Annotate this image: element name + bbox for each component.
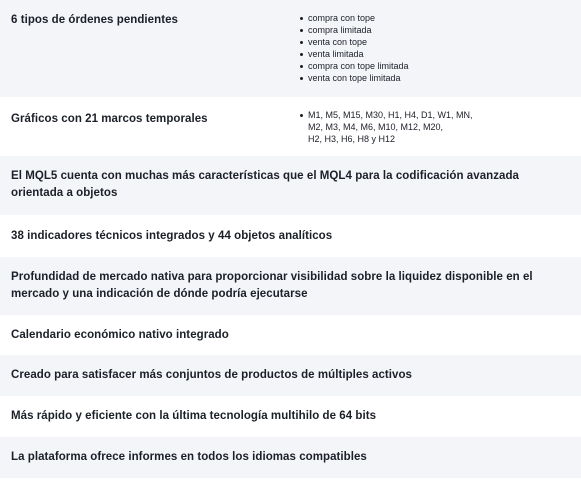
feature-row-pending-orders bbox=[0, 0, 581, 97]
timeframes-line: M2, M3, M4, M6, M10, M12, M20, bbox=[308, 122, 444, 132]
feature-row-market-depth bbox=[0, 257, 581, 315]
feature-row-economic-calendar bbox=[0, 315, 581, 355]
feature-row-multi-asset bbox=[0, 355, 581, 396]
list-item: compra con tope bbox=[299, 12, 409, 24]
timeframes-list bbox=[299, 109, 473, 145]
list-item: compra con tope limitada bbox=[299, 60, 409, 72]
feature-title: La plataforma ofrece informes en todos los idiomas compatibles bbox=[11, 451, 367, 463]
feature-row-timeframes bbox=[0, 97, 581, 156]
timeframes-line: M1, M5, M15, M30, H1, H4, D1, W1, MN, bbox=[299, 109, 473, 121]
list-item: compra limitada bbox=[299, 24, 409, 36]
feature-title: Profundidad de mercado nativa para proporcionar visibilidad sobre la liquidez disponible en el mercado y una indicación de dónde podría ejecutarse bbox=[11, 271, 533, 300]
list-item: venta limitada bbox=[299, 48, 409, 60]
list-item: venta con tope limitada bbox=[299, 72, 409, 84]
feature-title: 6 tipos de órdenes pendientes bbox=[11, 14, 178, 26]
list-item: venta con tope bbox=[299, 36, 409, 48]
feature-title: 38 indicadores técnicos integrados y 44 objetos analíticos bbox=[11, 230, 333, 242]
feature-row-64bit bbox=[0, 396, 581, 437]
feature-row-mql5 bbox=[0, 156, 581, 215]
feature-row-languages bbox=[0, 437, 581, 478]
feature-title: Creado para satisfacer más conjuntos de productos de múltiples activos bbox=[11, 369, 413, 381]
timeframes-line: H2, H3, H6, H8 y H12 bbox=[308, 134, 396, 144]
table-bottom-spacer bbox=[0, 478, 581, 500]
feature-title: Calendario económico nativo integrado bbox=[11, 329, 229, 341]
feature-title: Gráficos con 21 marcos temporales bbox=[11, 113, 208, 125]
feature-row-indicators bbox=[0, 215, 581, 257]
order-types-list bbox=[299, 12, 409, 84]
feature-title: El MQL5 cuenta con muchas más características que el MQL4 para la codificación avanzada orientada a objetos bbox=[11, 170, 519, 199]
feature-title: Más rápido y eficiente con la última tecnología multihilo de 64 bits bbox=[11, 410, 377, 422]
